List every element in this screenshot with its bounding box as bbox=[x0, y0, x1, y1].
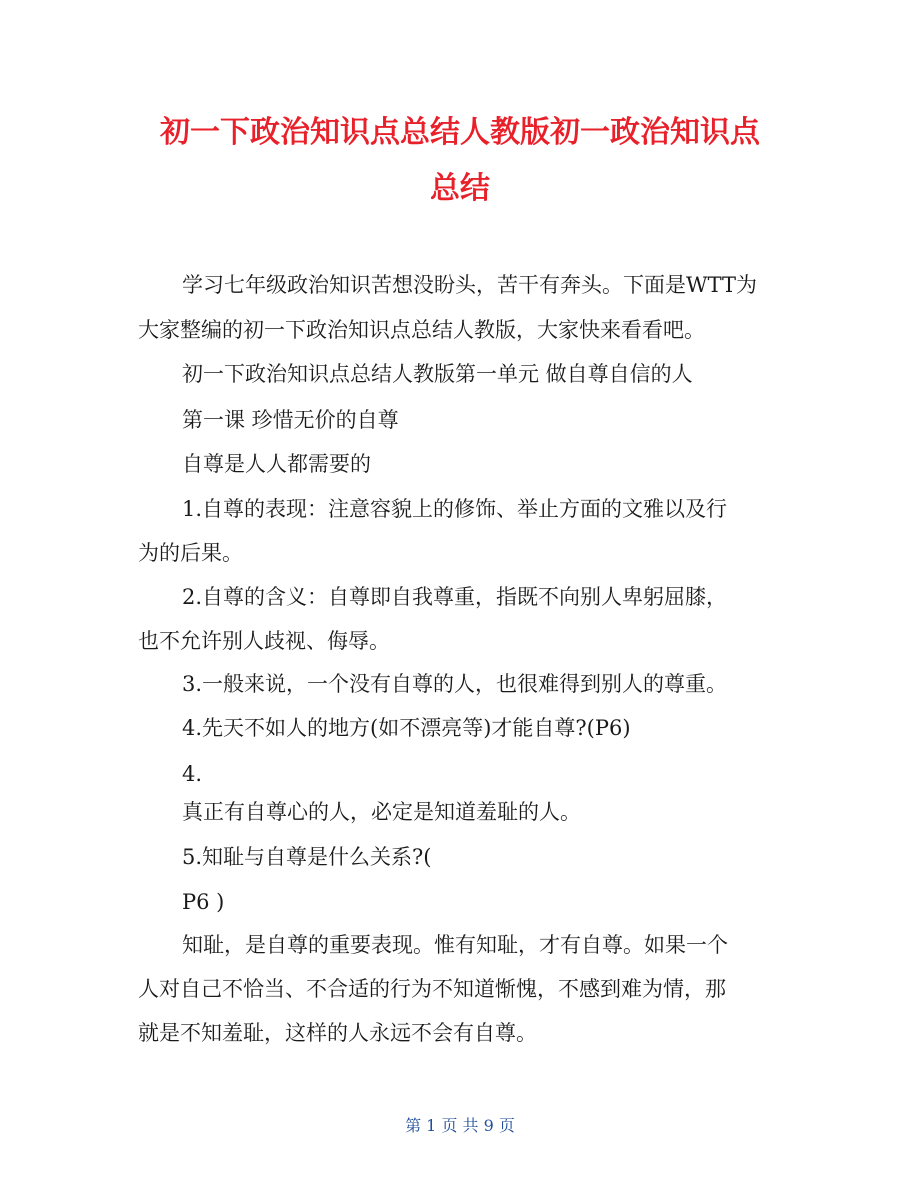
lesson-heading: 第一课 珍惜无价的自尊 bbox=[182, 408, 399, 432]
document-title-line-2: 总结 bbox=[430, 171, 490, 206]
list-item-line: 4.先天不如人的地方(如不漂亮等)才能自尊?(P6) bbox=[182, 716, 631, 740]
section-heading: 初一下政治知识点总结人教版第一单元 做自尊自信的人 bbox=[182, 362, 693, 386]
paragraph-line: 大家整编的初一下政治知识点总结人教版，大家快来看看吧。 bbox=[138, 318, 705, 342]
paragraph-line: 人对自己不恰当、不合适的行为不知道惭愧，不感到难为情，那 bbox=[138, 977, 726, 1001]
paragraph-line: 知耻，是自尊的重要表现。惟有知耻，才有自尊。如果一个 bbox=[182, 933, 728, 957]
list-item-line: 1.自尊的表现：注意容貌上的修饰、举止方面的文雅以及行 bbox=[182, 497, 728, 521]
paragraph-line: 真正有自尊心的人，必定是知道羞耻的人。 bbox=[182, 800, 581, 824]
page-number-footer: 第 1 页 共 9 页 bbox=[405, 1116, 515, 1135]
document-title-line-1: 初一下政治知识点总结人教版初一政治知识点 bbox=[160, 115, 760, 150]
list-item-line: 3.一般来说，一个没有自尊的人，也很难得到别人的尊重。 bbox=[182, 672, 728, 696]
list-item-line: 为的后果。 bbox=[138, 541, 243, 565]
list-item-line: 2.自尊的含义：自尊即自我尊重，指既不向别人卑躬屈膝， bbox=[182, 585, 728, 609]
list-item-line: 也不允许别人歧视、侮辱。 bbox=[138, 629, 390, 653]
list-item-line: 5.知耻与自尊是什么关系?( bbox=[182, 845, 432, 869]
list-item-line: 4. bbox=[182, 762, 203, 786]
paragraph-line: P6 ) bbox=[182, 890, 225, 914]
paragraph-line: 就是不知羞耻，这样的人永远不会有自尊。 bbox=[138, 1021, 537, 1045]
paragraph-line: 学习七年级政治知识苦想没盼头，苦干有奔头。下面是WTT为 bbox=[182, 273, 757, 297]
topic-heading: 自尊是人人都需要的 bbox=[182, 452, 371, 476]
